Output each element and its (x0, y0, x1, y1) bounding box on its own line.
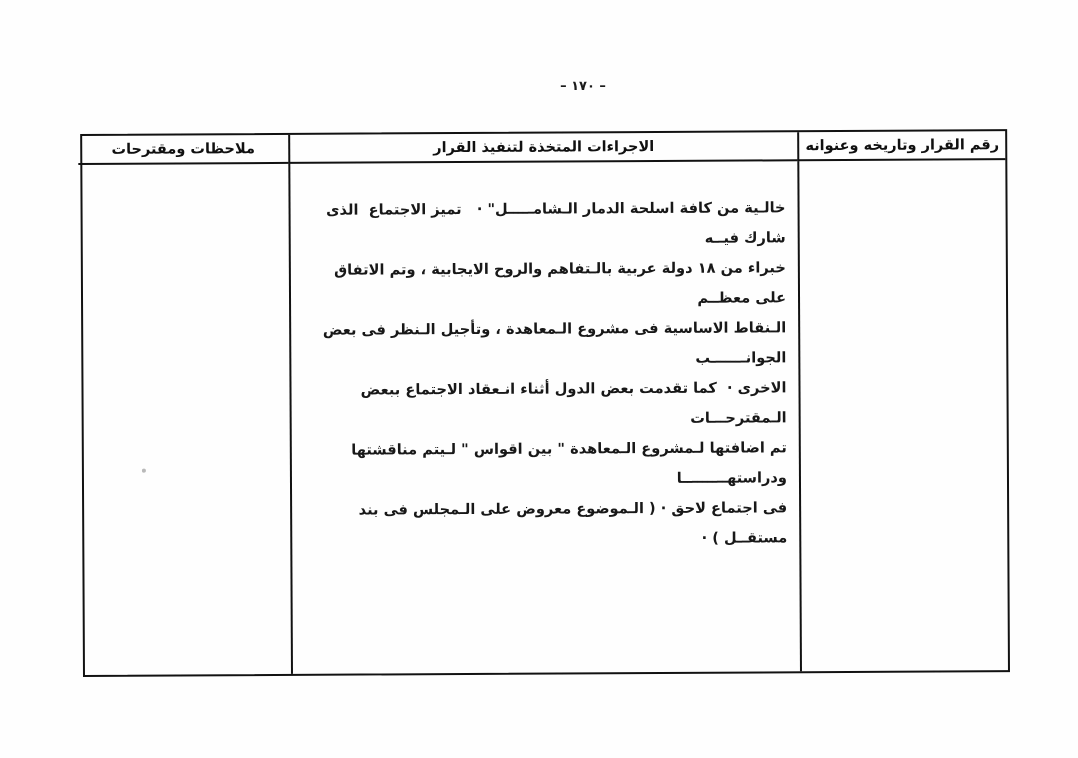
actions-line-1: خالـية من كافة اسلحة الدمار الـشامـــــل" · تميز الاجتماع الذى شارك فيــه (321, 199, 786, 247)
actions-line-2: خبراء من ١٨ دولة عربية بالـتفاهم والروح الايجابية ، وتم الاتفاق على معظــم (328, 259, 787, 307)
actions-line-4: الاخرى · كما تقدمت بعض الدول أثناء انـعقاد الاجتماع ببعض الـمقترحـــات (355, 379, 787, 427)
actions-line-6: فى اجتماع لاحق · ( الـموضوع معروض على الـمجلس فى بند مستقــل ) · (353, 499, 788, 547)
scan-speck-artifact (142, 469, 146, 473)
page-number: – ١٧٠ – (560, 79, 606, 94)
column-header-actions-taken: الاجراءات المتخذة لتنفيذ القرار (288, 132, 797, 164)
actions-paragraph (290, 161, 799, 556)
decisions-table (80, 129, 1010, 677)
actions-line-3: الـنقاط الاساسية فى مشروع الـمعاهدة ، وتأجيل الـنظر فى بعض الجوانـــــــب (317, 319, 787, 367)
column-header-decision-number: رقم القرار وتاريخه وعنوانه (797, 131, 1005, 161)
actions-taken-cell (288, 161, 800, 674)
notes-suggestions-cell (78, 164, 291, 675)
actions-line-5: تم اضافتها لـمشروع الـمعاهدة " بين اقواس " لـيتم مناقشتها ودراستهـــــــــا (346, 439, 788, 487)
column-header-notes-suggestions: ملاحظات ومقترحات (78, 135, 288, 165)
decision-number-cell (797, 160, 1008, 671)
